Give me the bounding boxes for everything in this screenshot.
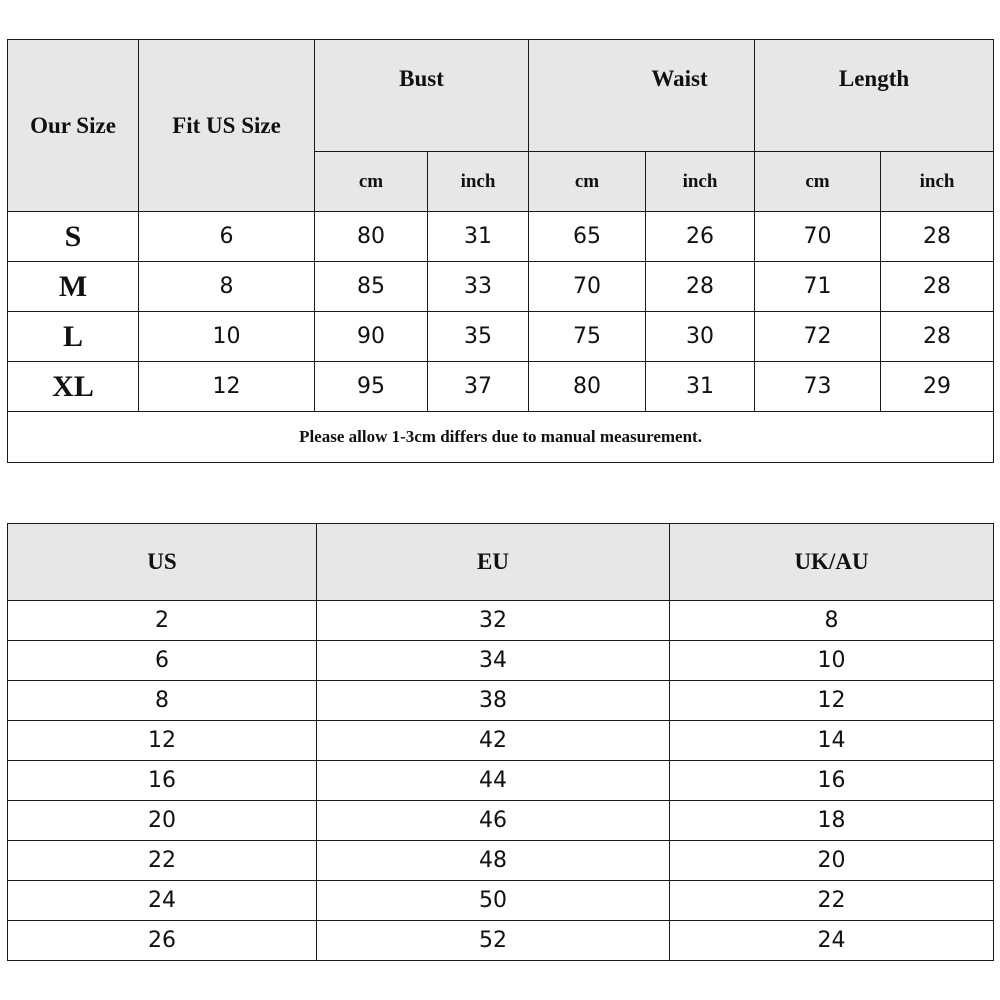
us-cell: 12 — [8, 721, 317, 761]
us-cell: 26 — [8, 921, 317, 961]
header-waist-label: Waist — [651, 65, 708, 91]
us-cell: 2 — [8, 601, 317, 641]
us-cell: 20 — [8, 801, 317, 841]
header-waist-cm: cm — [529, 152, 646, 212]
header-uk-au: UK/AU — [670, 524, 994, 601]
length-cm-cell: 70 — [755, 212, 881, 262]
table-row — [8, 262, 994, 312]
length-inch-cell: 28 — [881, 262, 994, 312]
header-waist — [529, 40, 755, 152]
us-size-cell: 8 — [139, 262, 315, 312]
header-fit-us-size: Fit US Size — [139, 40, 315, 212]
eu-cell: 48 — [317, 841, 670, 881]
bust-cm-cell: 80 — [315, 212, 428, 262]
waist-inch-cell: 31 — [646, 362, 755, 412]
table-row — [8, 881, 994, 921]
size-chart-body — [8, 212, 994, 463]
uk-au-cell: 12 — [670, 681, 994, 721]
us-cell: 6 — [8, 641, 317, 681]
eu-cell: 44 — [317, 761, 670, 801]
uk-au-cell: 10 — [670, 641, 994, 681]
header-length-label: Length — [838, 65, 910, 91]
header-waist-inch: inch — [646, 152, 755, 212]
table-row — [8, 641, 994, 681]
size-chart-table — [7, 39, 994, 463]
waist-cm-cell: 65 — [529, 212, 646, 262]
size-cell: L — [8, 312, 139, 362]
uk-au-cell: 22 — [670, 881, 994, 921]
length-inch-cell: 28 — [881, 212, 994, 262]
waist-cm-cell: 80 — [529, 362, 646, 412]
table-row — [8, 921, 994, 961]
waist-inch-cell: 30 — [646, 312, 755, 362]
bust-inch-cell: 37 — [428, 362, 529, 412]
uk-au-cell: 8 — [670, 601, 994, 641]
header-length-inch: inch — [881, 152, 994, 212]
waist-cm-cell: 75 — [529, 312, 646, 362]
eu-cell: 42 — [317, 721, 670, 761]
length-cm-cell: 72 — [755, 312, 881, 362]
table-row — [8, 761, 994, 801]
length-inch-cell: 28 — [881, 312, 994, 362]
header-length-cm: cm — [755, 152, 881, 212]
eu-cell: 52 — [317, 921, 670, 961]
table-row — [8, 721, 994, 761]
us-size-cell: 12 — [139, 362, 315, 412]
bust-inch-cell: 31 — [428, 212, 529, 262]
bust-inch-cell: 35 — [428, 312, 529, 362]
table-row — [8, 801, 994, 841]
header-bust — [315, 40, 529, 152]
header-bust-cm: cm — [315, 152, 428, 212]
table-row — [8, 681, 994, 721]
table-row — [8, 362, 994, 412]
length-inch-cell: 29 — [881, 362, 994, 412]
bust-cm-cell: 90 — [315, 312, 428, 362]
note-row — [8, 412, 994, 463]
size-cell: XL — [8, 362, 139, 412]
size-cell: S — [8, 212, 139, 262]
uk-au-cell: 18 — [670, 801, 994, 841]
us-size-cell: 10 — [139, 312, 315, 362]
eu-cell: 38 — [317, 681, 670, 721]
uk-au-cell: 16 — [670, 761, 994, 801]
us-cell: 22 — [8, 841, 317, 881]
conversion-header — [8, 524, 994, 601]
table-row — [8, 312, 994, 362]
header-our-size: Our Size — [8, 40, 139, 212]
waist-inch-cell: 28 — [646, 262, 755, 312]
eu-cell: 34 — [317, 641, 670, 681]
table-row — [8, 212, 994, 262]
conversion-body — [8, 601, 994, 961]
us-size-cell: 6 — [139, 212, 315, 262]
header-length — [755, 40, 994, 152]
eu-cell: 46 — [317, 801, 670, 841]
length-cm-cell: 73 — [755, 362, 881, 412]
measurement-note: Please allow 1-3cm differs due to manual measurement. — [8, 412, 994, 463]
uk-au-cell: 20 — [670, 841, 994, 881]
size-conversion-table — [7, 523, 994, 961]
table-row — [8, 601, 994, 641]
us-cell: 24 — [8, 881, 317, 921]
header-eu: EU — [317, 524, 670, 601]
waist-cm-cell: 70 — [529, 262, 646, 312]
header-bust-inch: inch — [428, 152, 529, 212]
size-cell: M — [8, 262, 139, 312]
size-chart-header — [8, 40, 994, 212]
uk-au-cell: 24 — [670, 921, 994, 961]
length-cm-cell: 71 — [755, 262, 881, 312]
header-us: US — [8, 524, 317, 601]
bust-cm-cell: 95 — [315, 362, 428, 412]
bust-inch-cell: 33 — [428, 262, 529, 312]
eu-cell: 32 — [317, 601, 670, 641]
bust-cm-cell: 85 — [315, 262, 428, 312]
header-bust-label: Bust — [399, 65, 444, 91]
table-row — [8, 841, 994, 881]
us-cell: 16 — [8, 761, 317, 801]
waist-inch-cell: 26 — [646, 212, 755, 262]
eu-cell: 50 — [317, 881, 670, 921]
uk-au-cell: 14 — [670, 721, 994, 761]
us-cell: 8 — [8, 681, 317, 721]
